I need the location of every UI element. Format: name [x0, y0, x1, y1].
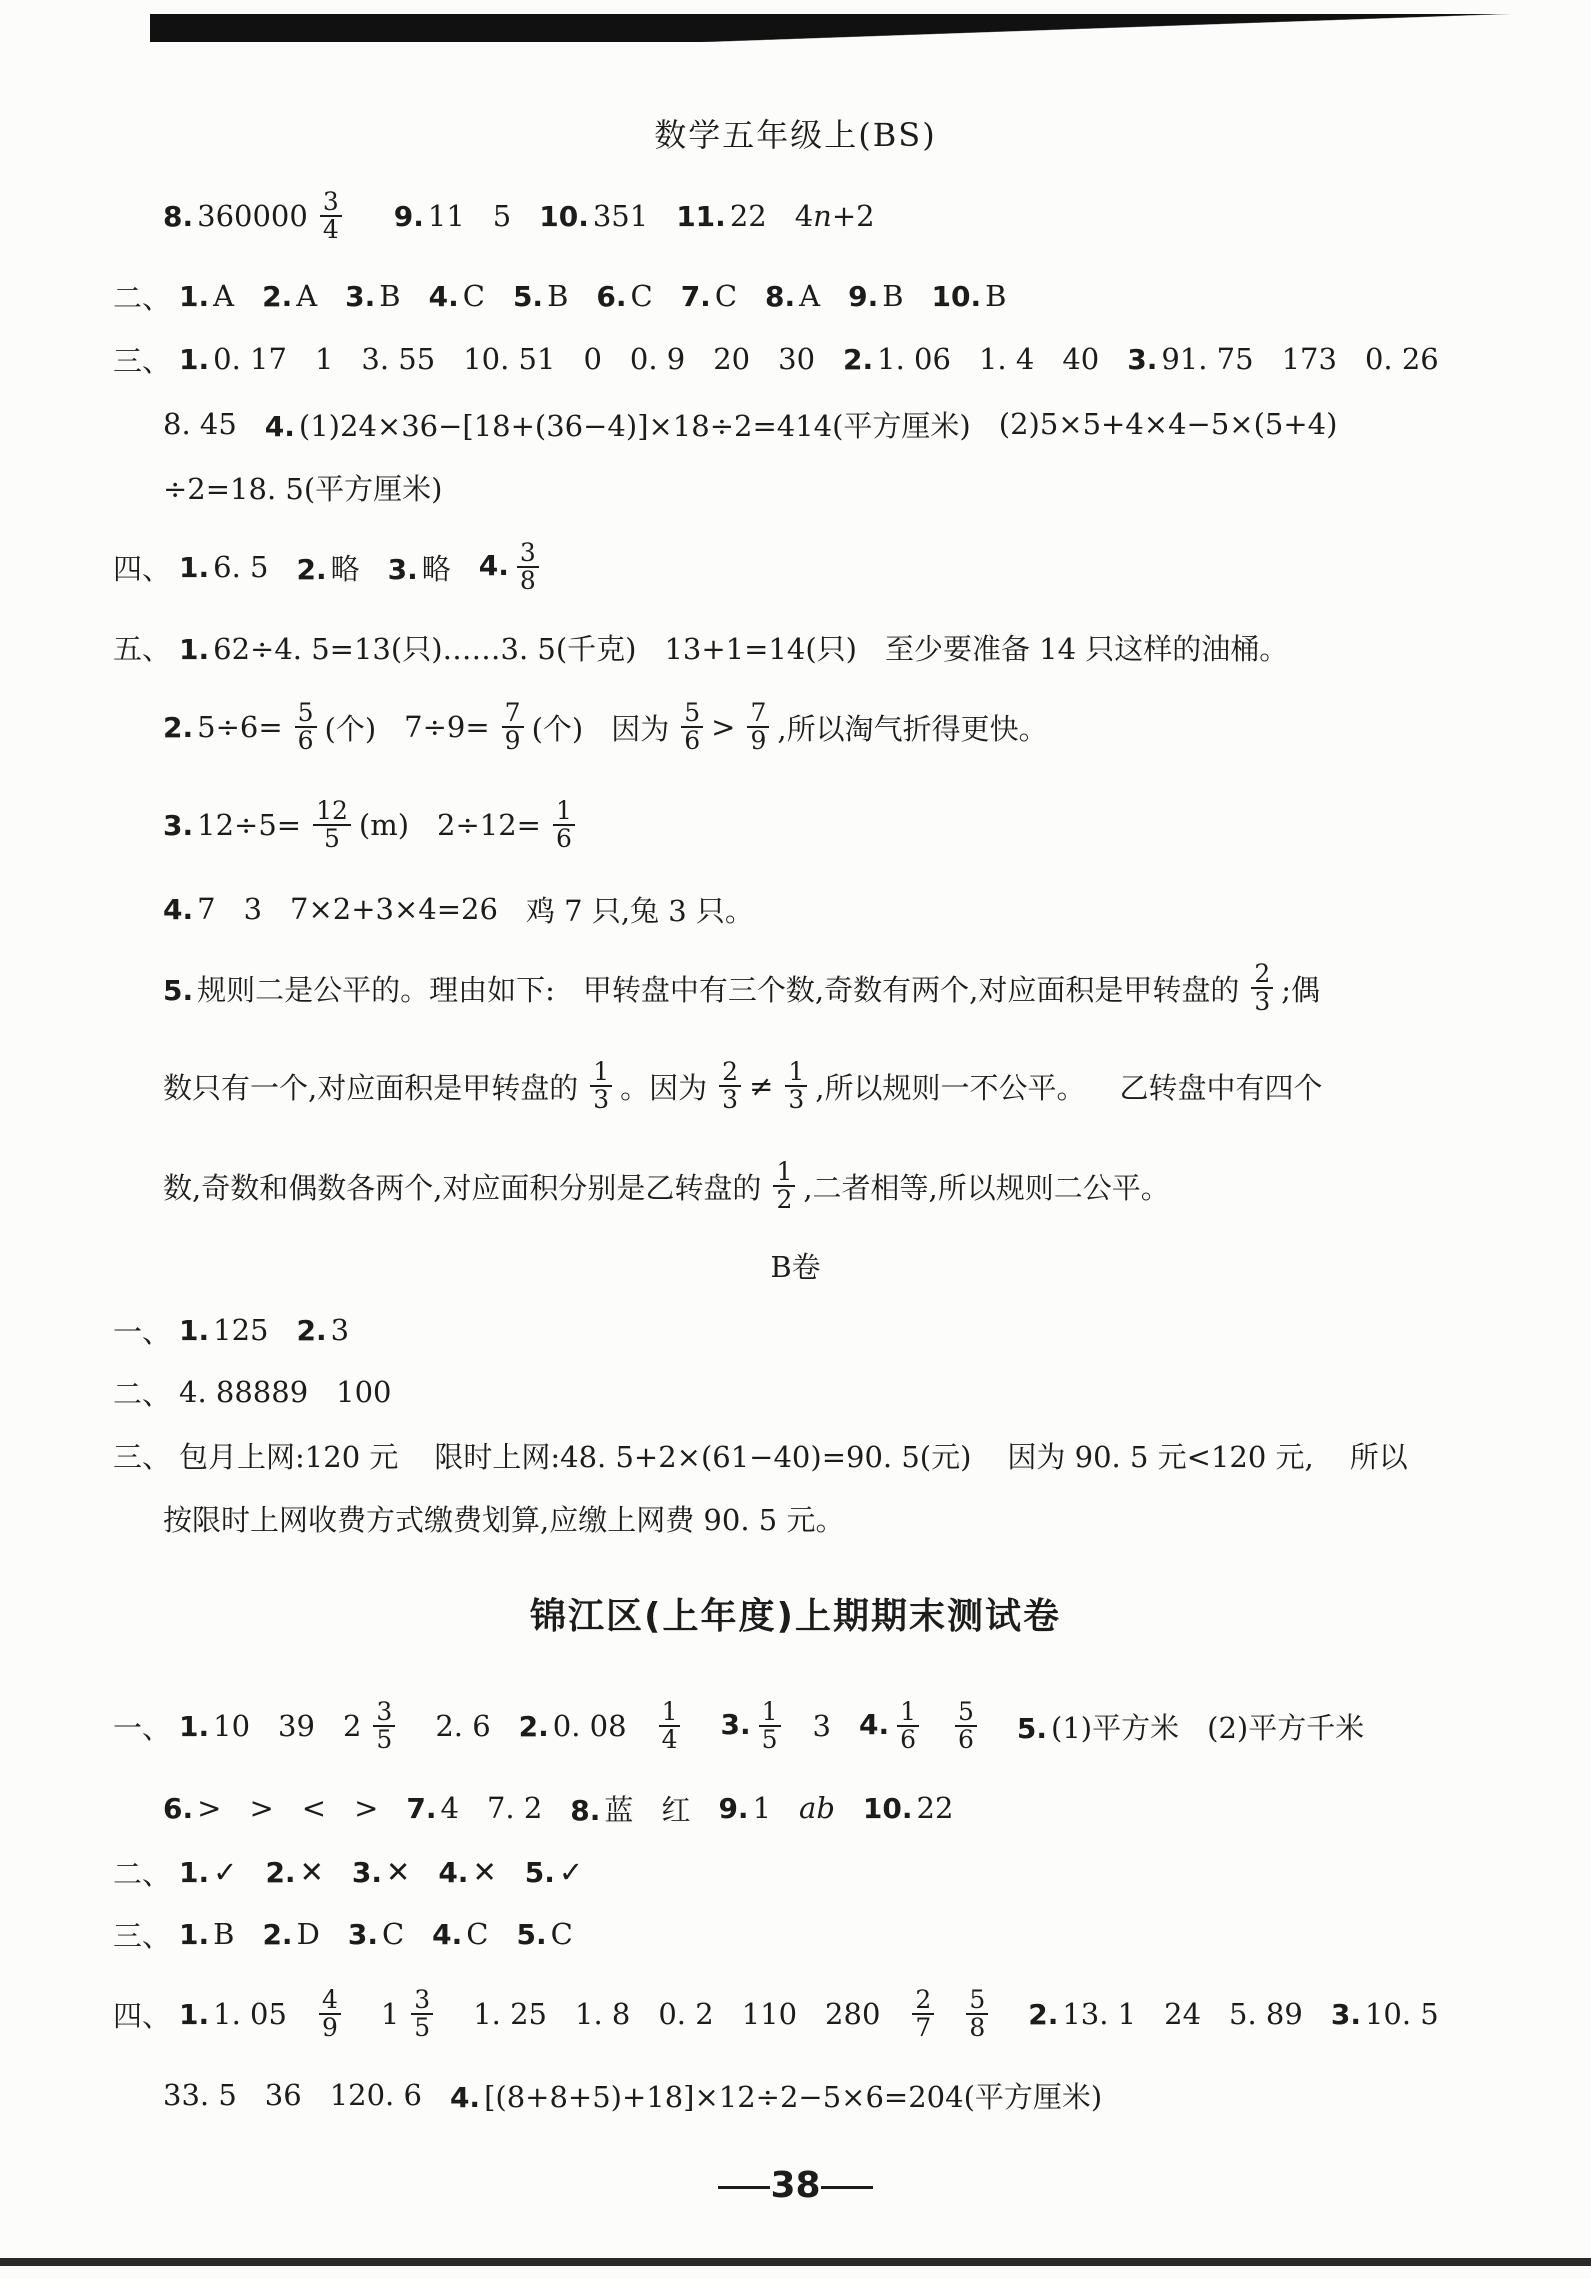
- fraction: $\frac{1}{3}$: [590, 1059, 612, 1114]
- fraction: $\frac{2}{3}$: [1251, 961, 1273, 1016]
- answer-line: 8. 45 4. (1)24×36−[18+(36−4)]×18÷2=414(平方厘米) (2)5×5+4×4−5×(5+4): [163, 407, 1338, 443]
- answer-line: 三、 包月上网:120 元 限时上网:48. 5+2×(61−40)=90. 5(元) 因为 90. 5 元<120 元, 所以: [113, 1439, 1408, 1474]
- page-header: 数学五年级上(BS): [654, 116, 937, 154]
- answer-line: 2. 5÷6= $\frac{5}{6}$ (个) 7÷9= $\frac{7}{9}$ (个) 因为 $\frac{5}{6}$ > $\frac{7}{9}$ ,所以淘气折得更快。: [163, 697, 1048, 755]
- fraction: $\frac{3}{5}$: [411, 1987, 433, 2042]
- answer-line: 三、 1. 0. 17 1 3. 55 10. 51 0 0. 9 20 30 2. 1. 06 1. 4 40 3. 91. 75 173 0. 26: [113, 342, 1439, 378]
- fraction: $\frac{1}{6}$: [553, 798, 575, 853]
- fraction: $\frac{3}{5}$: [373, 1699, 395, 1754]
- b-volume-title: B卷: [770, 1250, 821, 1284]
- fraction: $\frac{1}{4}$: [659, 1699, 681, 1754]
- fraction: $\frac{2}{3}$: [719, 1059, 741, 1114]
- fraction: $\frac{1}{6}$: [897, 1699, 919, 1754]
- answer-line: 二、 4. 88889 100: [113, 1375, 392, 1411]
- page-number: 38: [0, 2165, 1591, 2206]
- fraction: $\frac{3}{4}$: [320, 189, 342, 244]
- answer-line: 4. 7 3 7×2+3×4=26 鸡 7 只,兔 3 只。: [163, 892, 754, 928]
- fraction: $\frac{3}{8}$: [517, 540, 539, 595]
- fraction: $\frac{1}{2}$: [773, 1159, 795, 1214]
- fraction: $\frac{7}{9}$: [747, 700, 769, 755]
- fraction: $\frac{5}{6}$: [295, 700, 317, 755]
- answer-line: 数只有一个,对应面积是甲转盘的 $\frac{1}{3}$ 。因为 $\frac{2}{3}$ ≠ $\frac{1}{3}$ ,所以规则一不公平。 乙转盘中有四个: [163, 1056, 1323, 1114]
- fraction: $\frac{4}{9}$: [319, 1987, 341, 2042]
- fraction: $\frac{5}{8}$: [966, 1987, 988, 2042]
- fraction: $\frac{5}{6}$: [681, 700, 703, 755]
- answer-line: 四、 1. 6. 5 2. 略 3. 略 4. $\frac{3}{8}$: [113, 535, 571, 599]
- answer-line: 数,奇数和偶数各两个,对应面积分别是乙转盘的 $\frac{1}{2}$ ,二者相等,所以规则二公平。: [163, 1156, 1170, 1214]
- fraction: $\frac{1}{3}$: [785, 1059, 807, 1114]
- answer-line: 33. 5 36 120. 6 4. [(8+8+5)+18]×12÷2−5×6=204(平方厘米): [163, 2078, 1103, 2114]
- fraction: $\frac{7}{9}$: [502, 700, 524, 755]
- bottom-rule: [0, 2258, 1591, 2266]
- answer-line: 3. 12÷5= $\frac{12}{5}$ (m) 2÷12= $\frac{1}{6}$: [163, 793, 603, 857]
- answer-line: 按限时上网收费方式缴费划算,应缴上网费 90. 5 元。: [163, 1502, 845, 1537]
- fraction: $\frac{2}{7}$: [912, 1987, 934, 2042]
- answer-line: 三、 1. B 2. D 3. C 4. C 5. C: [113, 1917, 573, 1953]
- answer-line: 6. > > < > 7. 4 7. 2 8. 蓝 红 9. 1 ab 10. 22: [163, 1791, 954, 1827]
- answer-line: 五、 1. 62÷4. 5=13(只)……3. 5(千克) 13+1=14(只) 至少要准备 14 只这样的油桶。: [113, 631, 1289, 666]
- answer-line: 四、 1. 1. 05 $\frac{4}{9}$ 1 $\frac{3}{5}$ 1. 25 1. 8 0. 2 110 280 $\frac{2}{7}$ $\frac{5}{8}$ 2. 13. 1 24 5. 89 3. 10. 5: [113, 1984, 1439, 2042]
- section-title: 锦江区(上年度)上期期末测试卷: [530, 1596, 1061, 1637]
- answer-line: ÷2=18. 5(平方厘米): [163, 471, 443, 506]
- fraction: $\frac{12}{5}$: [313, 798, 351, 853]
- answer-line: 5. 规则二是公平的。理由如下: 甲转盘中有三个数,奇数有两个,对应面积是甲转盘的 $\frac{2}{3}$ ;偶: [163, 958, 1321, 1016]
- answer-line: 8. 360000 $\frac{3}{4}$ 9. 11 5 10. 351 11. 22 4n+2: [163, 186, 875, 244]
- fraction: $\frac{5}{6}$: [955, 1699, 977, 1754]
- answer-line: 二、 1. A 2. A 3. B 4. C 5. B 6. C 7. C 8. A 9. B 10. B: [113, 279, 1007, 315]
- answer-line: 一、 1. 125 2. 3: [113, 1313, 350, 1349]
- fraction: $\frac{1}{5}$: [759, 1699, 781, 1754]
- top-border-bar: [150, 14, 1591, 42]
- answer-line: 二、 1. ✓ 2. ✕ 3. ✕ 4. ✕ 5. ✓: [113, 1855, 584, 1891]
- answer-line: 一、 1. 10 39 2 $\frac{3}{5}$ 2. 6 2. 0. 08 $\frac{1}{4}$ 3. $\frac{1}{5}$ 3 4. $\frac{1}{6}$ $\frac{5}{6}$ 5. (1)平方米 (2)平方千米: [113, 1696, 1365, 1754]
